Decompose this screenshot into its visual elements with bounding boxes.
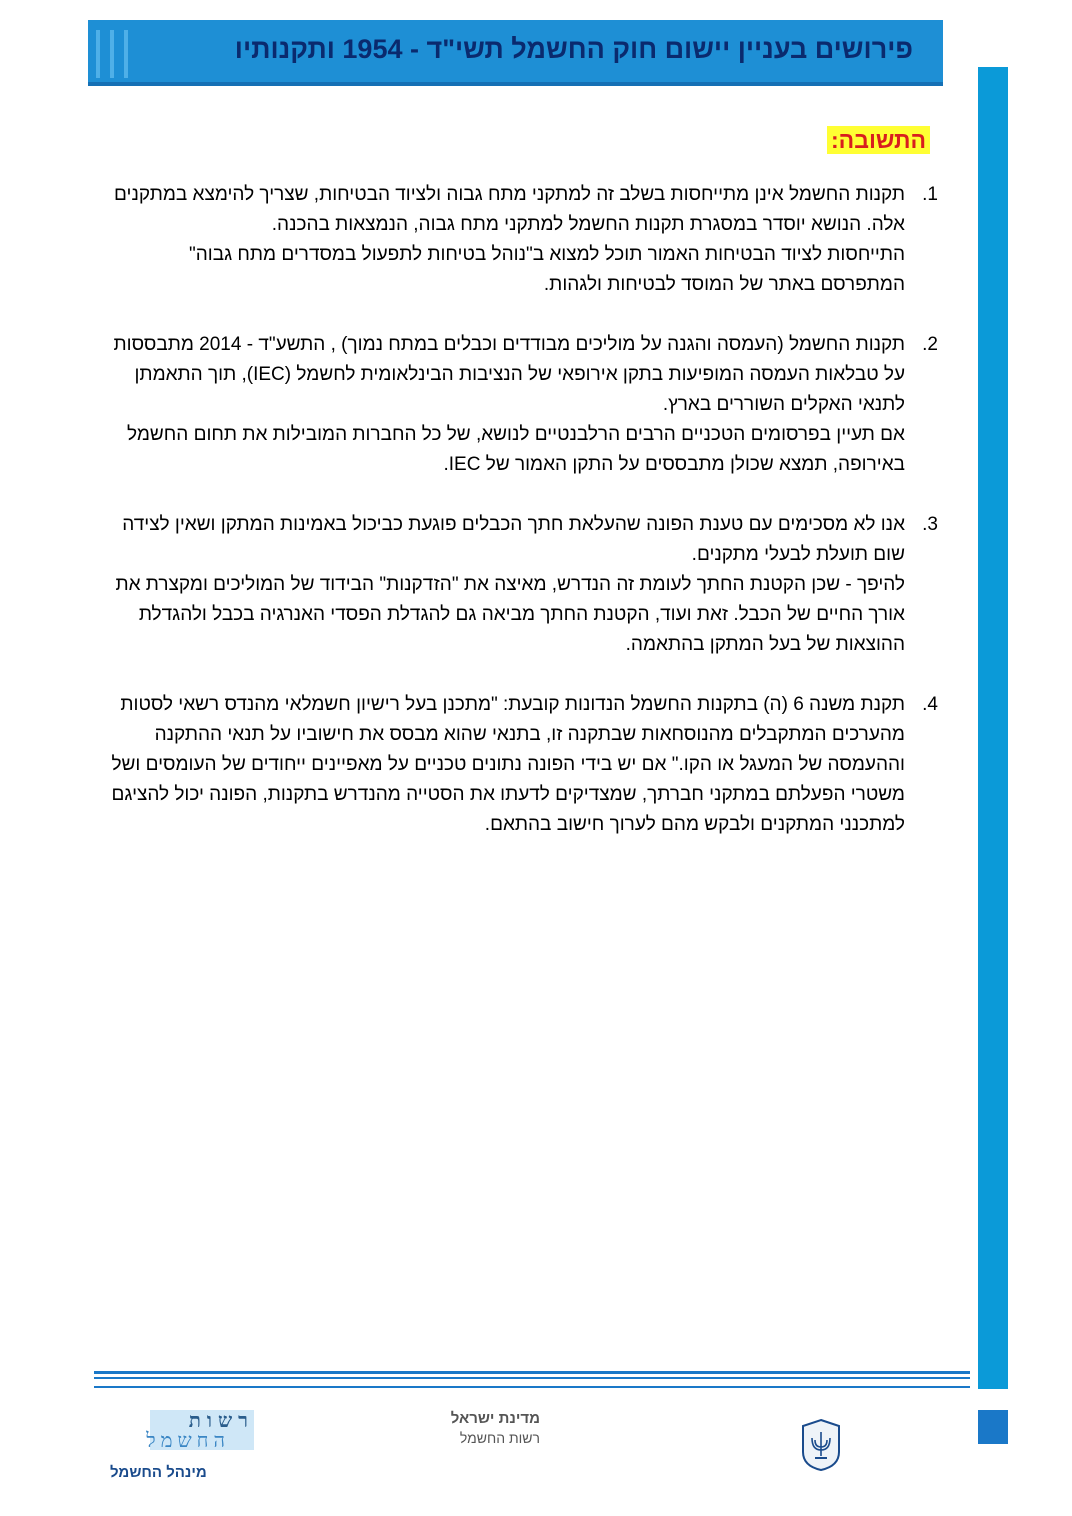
page-title: פירושים בעניין יישום חוק החשמל תשי"ד - 1954 ותקנותיו — [234, 34, 913, 64]
item-paragraph: אנו לא מסכימים עם טענת הפונה שהעלאת חתך הכבלים פוגעת כביכול באמינות המתקן ושאין לצידה שום תועלת לבעלי מתקנים. — [122, 514, 905, 565]
list-item — [100, 330, 938, 480]
list-item — [100, 180, 938, 300]
footer-caption: מינהל החשמל — [110, 1464, 207, 1481]
logo-text-line2: החשמל — [146, 1428, 230, 1452]
footer-divider — [94, 1371, 970, 1388]
electricity-authority-logo — [146, 1408, 254, 1452]
item-number: 2. — [922, 334, 938, 355]
state-emblem-icon — [800, 1418, 842, 1472]
header-banner — [88, 20, 943, 86]
list-item — [100, 690, 938, 840]
banner-stripe — [124, 30, 128, 78]
answer-list — [100, 180, 938, 870]
side-decoration-square — [978, 1410, 1008, 1444]
state-logo-text — [420, 1410, 540, 1446]
answer-label: התשובה: — [827, 126, 930, 154]
state-name: מדינת ישראל — [450, 1410, 540, 1427]
banner-stripe — [110, 30, 114, 78]
item-number: 3. — [922, 514, 938, 535]
side-decoration-bar — [978, 67, 1008, 1389]
banner-stripe — [96, 30, 100, 78]
item-paragraph: תקנות החשמל (העמסה והגנה על מוליכים מבודדים וכבלים במתח נמוך) , התשע"ד - 2014 מתבססות על טבלאות העמסה המופיעות בתקן אירופאי של הנציבות הבינלאומית לחשמל (IEC), תוך התאמתן לתנאי האקלים השוררים בארץ. — [113, 334, 905, 415]
item-paragraph: התייחסות לציוד הבטיחות האמור תוכל למצוא ב"נוהל בטיחות לתפעול במסדרים מתח גבוה" המתפרסם באתר של המוסד לבטיחות ולגהות. — [188, 244, 905, 295]
item-paragraph: תקנות החשמל אינן מתייחסות בשלב זה למתקני מתח גבוה ולציוד הבטיחות, שצריך להימצא במתקנים אלה. הנושא יוסדר במסגרת תקנות החשמל למתקני מתח גבוה, הנמצאות בהכנה. — [114, 184, 905, 235]
item-number: 4. — [922, 694, 938, 715]
item-paragraph: להיפך - שכן הקטנת החתך לעומת זה הנדרש, מאיצה את "הזדקנות" הבידוד של המוליכים ומקצרת את אורך החיים של הכבל. זאת ועוד, הקטנת החתך מביאה גם להגדלת הפסדי האנרגיה בכבל ולהגדלת ההוצאות של בעל המתקן בהתאמה. — [115, 574, 905, 655]
item-number: 1. — [922, 184, 938, 205]
item-paragraph: תקנת משנה 6 (ה) בתקנות החשמל הנדונות קובעת: "מתכנן בעל רישיון חשמלאי מהנדס רשאי לסטות מהערכים המתקבלים מהנוסחאות שבתקנה זו, בתנאי שהוא מבסס את חישוביו על תנאי ההתקנה וההעמסה של המעגל או הקו." אם יש בידי הפונה נתונים טכניים על מאפיינים ייחודים של העומסים ושל משטרי הפעלתם במתקני חברתך, שמצדיקים לדעתו את הסטייה מהנדרש בתקנות, הפונה יכול להציגם למתכנני המתקנים ולבקש מהם לערוך חישוב בהתאם. — [111, 694, 905, 835]
list-item — [100, 510, 938, 660]
authority-name: רשות החשמל — [459, 1430, 540, 1446]
item-paragraph: אם תעיין בפרסומים הטכניים הרבים הרלבנטיים לנושא, של כל החברות המובילות את תחום החשמל באירופה, תמצא שכולן מתבססים על התקן האמור של IEC. — [126, 424, 905, 475]
logo-text-line1: רשות — [188, 1408, 254, 1432]
